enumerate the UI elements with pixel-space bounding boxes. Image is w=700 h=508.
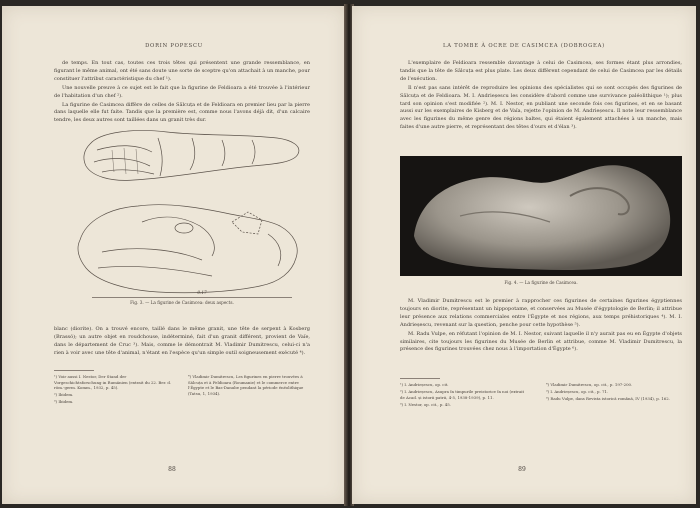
footnote-column bbox=[188, 374, 306, 398]
footnote: ¹) I. Andrieșescu, op. cit. bbox=[400, 382, 449, 387]
paragraph: Une nouvelle preuve à ce sujet est le fait que la figurine de Feldioara a été trouvée à l'intérieur de l'habitation d'un chef ²). bbox=[54, 84, 310, 99]
paragraph: M. Vladimir Dumitrescu est le premier à rapprocher ces figurines de certaines figurines égyptiennes toujours en diorite, représentant un hippopotame, et conservées au Musée d'égyptologie de Berlin; il attribue leur présence aux relations commerciales entre l'Égypte et nos régions, aux temps préhistoriques ⁴). M. I. Andrieșescu, revenant sur la question, penche pour cette hypothèse ⁵). bbox=[400, 298, 682, 328]
hatch-line bbox=[252, 140, 255, 164]
figure-3-caption: Fig. 3. — La figurine de Casimcea: deux aspects. bbox=[130, 300, 234, 305]
top-view-outline bbox=[84, 131, 299, 181]
footnote-rule bbox=[400, 378, 440, 379]
footnote: ⁵) I. Andrieșescu, op. cit., p. 71. bbox=[546, 388, 609, 394]
paragraph: Il n'est pas sans intérêt de reproduire les opinions des spécialistes qui se sont occupés des figurines de Sălcuța et de Feldioara. M. I. Andrieșescu les considère d'abord comme une survivance paléolithique ¹); plus tard son opinion s'est modifiée ²). M. I. Nestor, en publiant une seconde fois ces figurines, et en se basant aussi sur les exemplaires de Kisberg et de Vaïa, rejette l'opinion de M. Andrieșescu. Il note leur ressemblance avec les figurines du même genre des régions baltes, qui étaient également attachées à un manche, mais faites d'une autre pierre, et représentant des têtes d'ours et d'élan ³). bbox=[400, 84, 682, 131]
left-body-top bbox=[54, 60, 310, 126]
side-view-outline bbox=[78, 205, 297, 293]
scale-bar bbox=[92, 297, 292, 298]
right-body-bottom bbox=[400, 298, 682, 355]
running-head-left: DORIN POPESCU bbox=[145, 43, 203, 49]
hatch-line bbox=[222, 140, 225, 166]
paragraph: M. Radu Vulpe, en réfutant l'opinion de M. I. Nestor, suivant laquelle il n'y aurait pas eu en Égypte d'objets similaires, cite toujours les figurines du Musée de Berlin et attribue, comme M. Vladimir Dumitrescu, la présence des figurines trouvées chez nous à l'importation d'Égypte ⁶). bbox=[400, 330, 682, 353]
right-footnotes bbox=[400, 382, 682, 442]
footnote-rule bbox=[54, 370, 94, 371]
footnote: ¹) Voir aussi I. Nestor, Der Stand der Vorgeschichtsforschung in Rumänien (extrait du 22. Ber. d. röm.-germ. Komm., 1932, p. 45). bbox=[54, 374, 172, 391]
running-head-right: LA TOMBE À OCRE DE CASIMCEA (DOBROGEA) bbox=[443, 43, 605, 49]
contour-line bbox=[142, 217, 214, 256]
footnote-column bbox=[546, 382, 680, 403]
stone-body bbox=[414, 165, 670, 270]
footnote: ²) Ibidem. bbox=[54, 392, 74, 398]
left-body-bottom bbox=[54, 326, 310, 359]
footnote-column bbox=[54, 374, 172, 406]
page-number-left: 88 bbox=[168, 466, 176, 473]
footnote: ³) Ibidem. bbox=[54, 399, 74, 405]
hatch-line bbox=[158, 138, 162, 176]
footnote-column bbox=[400, 382, 528, 409]
paragraph: blanc (diorite). On a trouvé encore, taillé dans le même granit, une tête de serpent à Kosberg (Brassó); un autre objet en roudchouse, indéterminé, fait d'un granit différent, provient de Vaïe, dans le département de Cruc ³). Mais, comme le démontrait M. Vladimir Dumitrescu, celui-ci n'a rien à voir avec une tête d'animal, n'étant en l'espèce qu'un simple outil soigneusement exécuté ⁴). bbox=[54, 326, 310, 356]
contour-line bbox=[98, 266, 212, 276]
footnote: ⁴) Vladimir Dumitrescu, op. cit., p. 197-200. bbox=[546, 382, 633, 387]
contour-line bbox=[102, 249, 202, 260]
hatch-line bbox=[102, 170, 154, 174]
contour-line bbox=[268, 234, 281, 266]
hatch-line bbox=[97, 146, 152, 152]
footnote: ²) I. Andrieșescu, Asupra în timpurile preistorice în noi (extrait de Acad. și istorii patrii, 4-5, 1938-1939), p. 11. bbox=[400, 388, 525, 400]
right-page bbox=[352, 6, 696, 504]
figure-4-caption: Fig. 4. — La figurine de Casimcea. bbox=[504, 280, 578, 285]
left-page bbox=[2, 6, 346, 504]
footnote: ³) I. Nestor, op. cit., p. 45. bbox=[400, 401, 451, 407]
scale-label: 0.17 bbox=[197, 290, 207, 295]
right-body-top bbox=[400, 60, 682, 133]
paragraph: L'exemplaire de Feldioara ressemble davantage à celui de Casimcea, ses formes étant plus arrondies, tandis que la tête de Sălcuța est plus plate. Les deux diffèrent cependant de celui de Casimcea par les détails de l'exécution. bbox=[400, 60, 682, 82]
eye-carving bbox=[175, 223, 193, 233]
paragraph: de temps. En tout cas, toutes ces trois têtes qui présentent une grande ressemblance, en figurant le même animal, ont été sans doute une sorte de sceptre qu'on attachait à un manche, pour constituer l'attribut caractéristique du chef ¹). bbox=[54, 60, 310, 82]
figurine-drawings bbox=[72, 122, 304, 308]
figurine-photograph bbox=[400, 156, 682, 276]
hatch-line bbox=[94, 159, 150, 166]
hatch-line bbox=[190, 138, 195, 170]
left-footnotes bbox=[54, 374, 310, 434]
footnote: ⁶) Radu Vulpe, dans Revista istorică română, IV (1934), p. 162. bbox=[546, 395, 670, 401]
page-number-right: 89 bbox=[518, 466, 526, 473]
paragraph: La figurine de Casimcea diffère de celles de Sălcuța et de Feldioara en premier lieu par la pierre dans laquelle elle fut faite. Tandis que la première est, comme nous l'avons déjà dit, d'un calcaire tendre, les deux autres sont taillées dans un granit très dur. bbox=[54, 101, 310, 124]
stone-figurine-image bbox=[400, 156, 682, 276]
footnote: ⁴) Vladimir Dumitrescu, Les figurines en pierre trouvées à Sălcuța et à Feldioara (Roumanie) et le commerce entre l'Égypte et le Bas-Danube pendant la période énéolithique (Tatsu, 1, 1934). bbox=[188, 374, 304, 396]
